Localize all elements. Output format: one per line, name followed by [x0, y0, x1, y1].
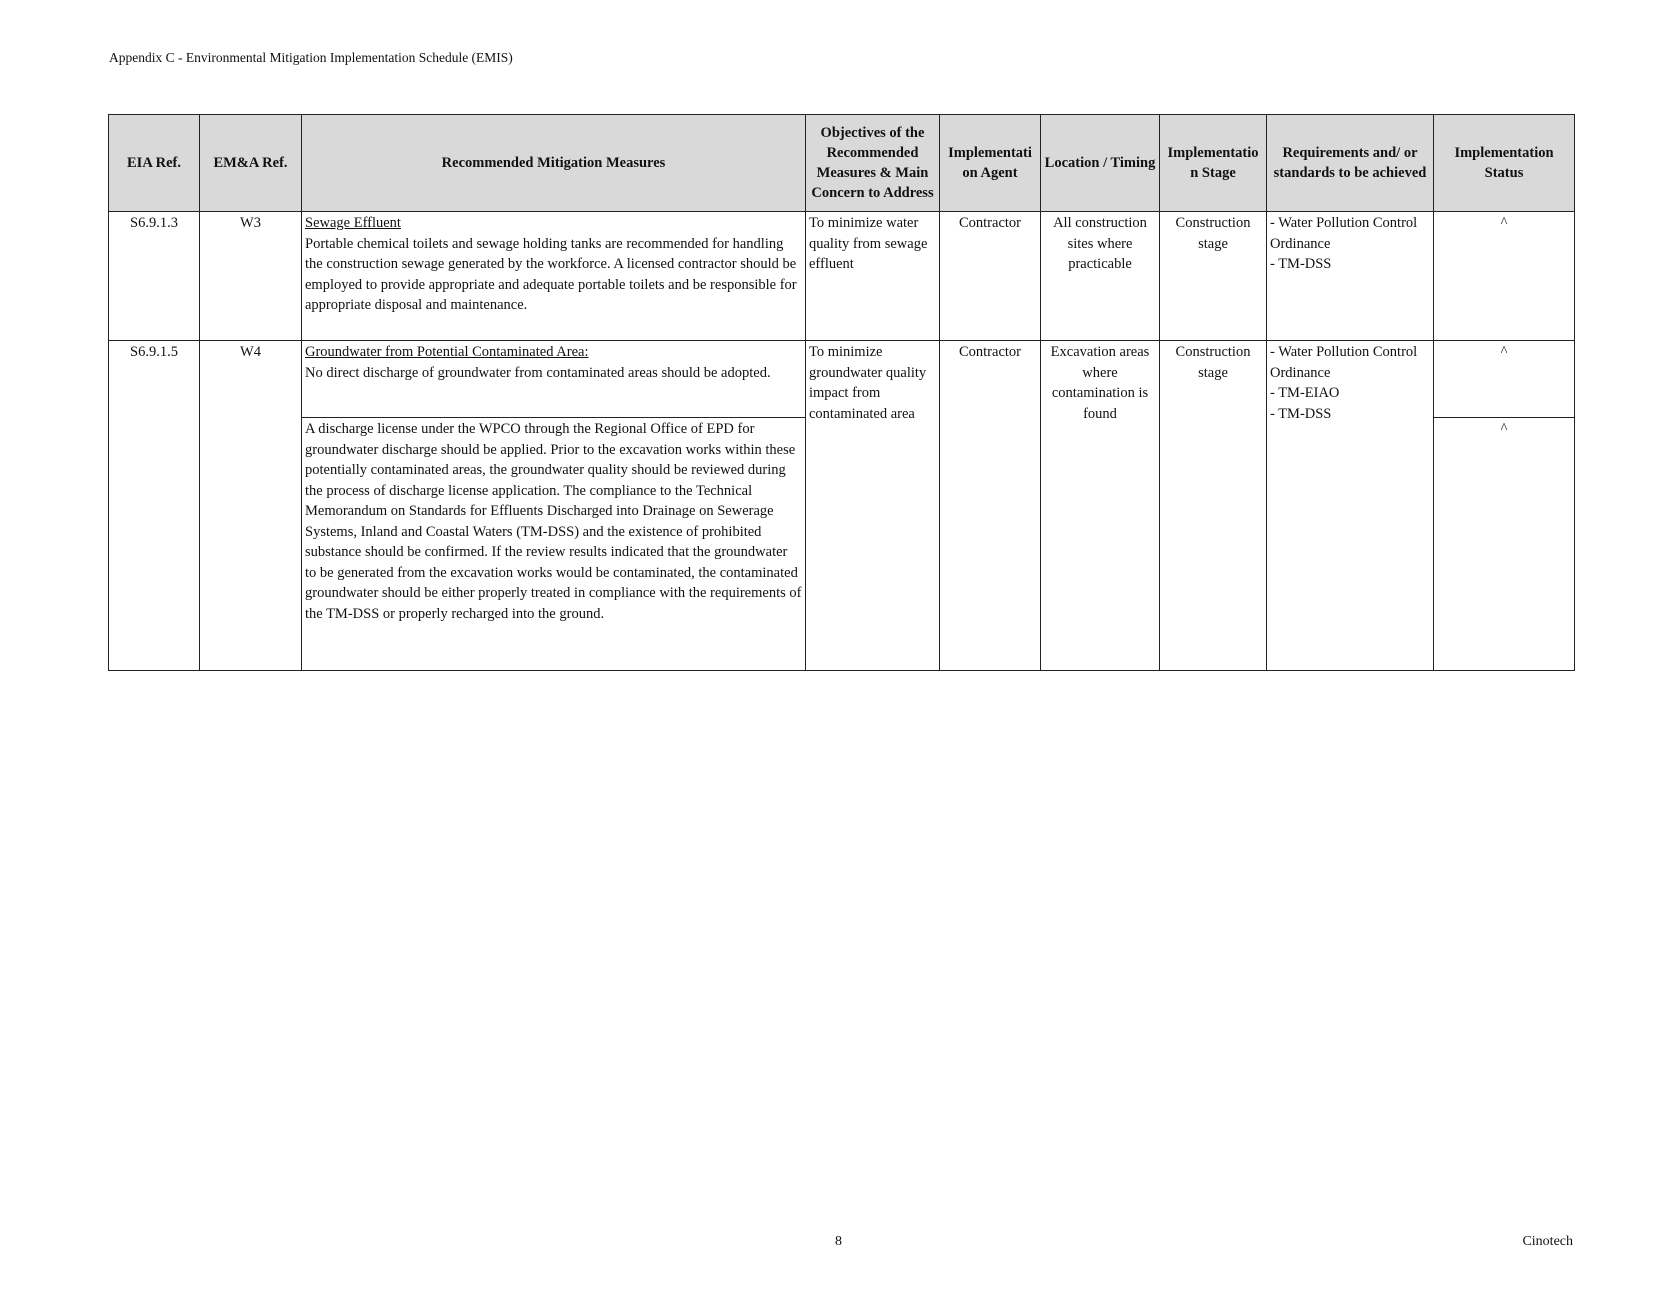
requirement-item: - TM-DSS — [1270, 256, 1332, 272]
measure-text: Portable chemical toilets and sewage holding tanks are recommended for handling the construction sewage generated by the workforce. A licensed contractor should be employed to provide appropriate and adequate portable toilets and be responsible for appropriate disposal and maintenance. — [305, 235, 797, 313]
requirements-cell — [1267, 212, 1434, 341]
agent-cell: Contractor — [940, 212, 1041, 341]
page-header-title: Appendix C - Environmental Mitigation Implementation Schedule (EMIS) — [109, 50, 513, 65]
emis-table — [108, 114, 1575, 671]
measure-cell — [302, 341, 806, 418]
measure-title: Sewage Effluent — [305, 215, 401, 231]
status-cell: ^ — [1434, 341, 1575, 418]
location-cell: All construction sites where practicable — [1041, 212, 1160, 341]
agent-cell: Contractor — [940, 341, 1041, 671]
requirement-item: - TM-EIAO — [1270, 385, 1340, 401]
stage-cell: Construction stage — [1160, 341, 1267, 671]
col-header-requirements: Requirements and/ or standards to be achieved — [1267, 115, 1434, 212]
measure-cell — [302, 418, 806, 671]
requirement-item: - Water Pollution Control Ordinance — [1270, 344, 1418, 381]
eia-ref-cell: S6.9.1.5 — [109, 341, 200, 671]
measure-title: Groundwater from Potential Contaminated Area: — [305, 344, 589, 360]
table-row — [109, 212, 1575, 341]
col-header-agent: Implementati on Agent — [940, 115, 1041, 212]
location-cell: Excavation areas where contamination is found — [1041, 341, 1160, 671]
col-header-ema-ref: EM&A Ref. — [200, 115, 302, 212]
measure-text: No direct discharge of groundwater from contaminated areas should be adopted. — [305, 364, 771, 381]
requirement-item: - TM-DSS — [1270, 405, 1332, 422]
col-header-status: Implementation Status — [1434, 115, 1575, 212]
requirements-cell — [1267, 341, 1434, 671]
col-header-measures: Recommended Mitigation Measures — [302, 115, 806, 212]
status-cell: ^ — [1434, 212, 1575, 341]
measure-text: A discharge license under the WPCO through the Regional Office of EPD for groundwater discharge should be applied. Prior to the excavation works within these potentially contaminated areas, the groundwater quality should be reviewed during the process of discharge license application. The compliance to the Technical Memorandum on Standards for Effluents Discharged into Drainage on Sewerage Systems, Inland and Coastal Waters (TM-DSS) and the existence of prohibited substance should be confirmed. If the review results indicated that the groundwater to be generated from the excavation works would be contaminated, the contaminated groundwater should be either properly treated in compliance with the requirements of the TM-DSS or properly recharged into the ground. — [305, 421, 802, 622]
measure-cell — [302, 212, 806, 341]
objective-cell: To minimize water quality from sewage effluent — [806, 212, 940, 341]
table-header-row — [109, 115, 1575, 212]
objective-cell: To minimize groundwater quality impact from contaminated area — [806, 341, 940, 671]
page-number: 8 — [835, 1234, 842, 1249]
eia-ref-cell: S6.9.1.3 — [109, 212, 200, 341]
col-header-stage: Implementatio n Stage — [1160, 115, 1267, 212]
col-header-objectives: Objectives of the Recommended Measures & Main Concern to Address — [806, 115, 940, 212]
table-row — [109, 341, 1575, 418]
company-name: Cinotech — [1522, 1234, 1573, 1249]
status-cell: ^ — [1434, 418, 1575, 671]
ema-ref-cell: W3 — [200, 212, 302, 341]
ema-ref-cell: W4 — [200, 341, 302, 671]
col-header-eia-ref: EIA Ref. — [109, 115, 200, 212]
col-header-location: Location / Timing — [1041, 115, 1160, 212]
requirement-item: - Water Pollution Control Ordinance — [1270, 215, 1418, 252]
stage-cell: Construction stage — [1160, 212, 1267, 341]
